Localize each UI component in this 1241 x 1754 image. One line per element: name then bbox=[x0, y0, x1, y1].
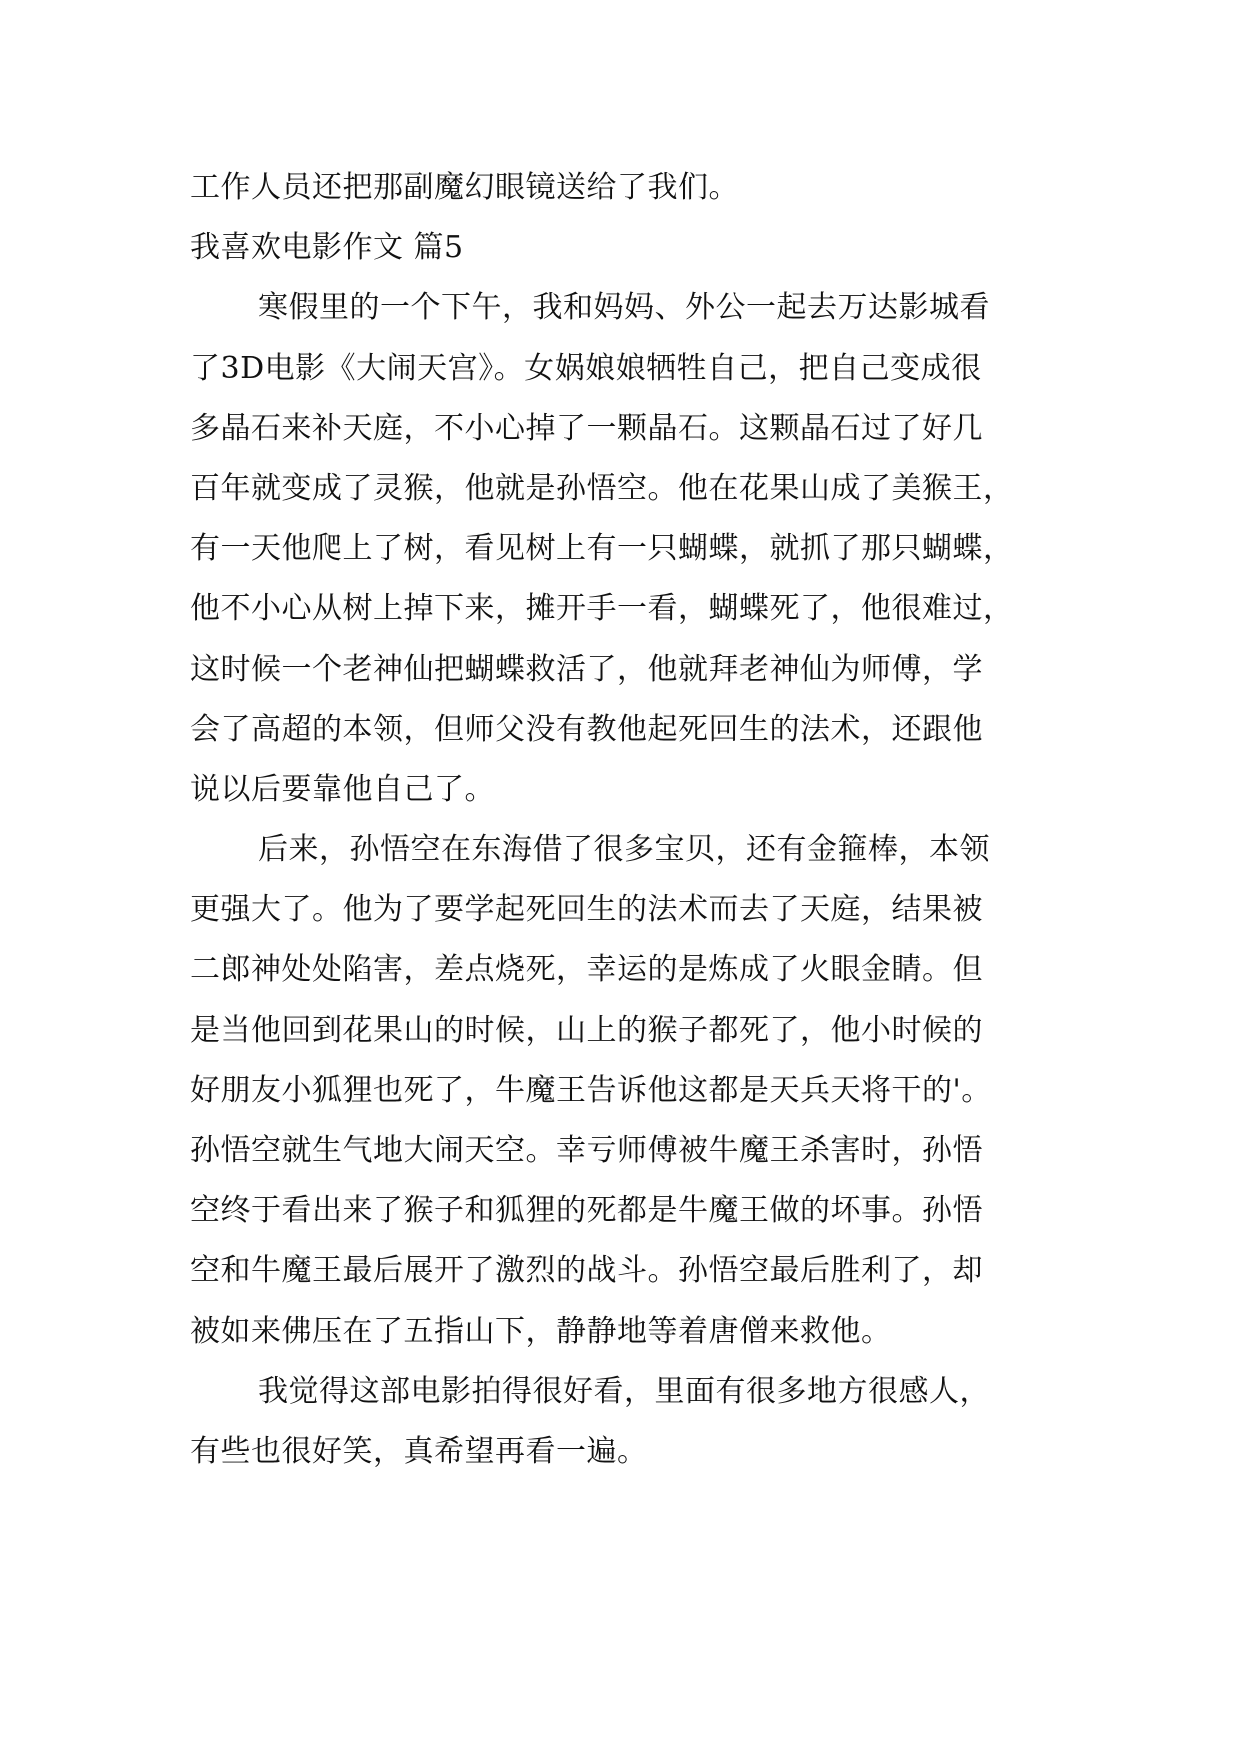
paragraph-line: 说以后要靠他自己了。 bbox=[190, 771, 495, 807]
paragraph-line: 这时候一个老神仙把蝴蝶救活了，他就拜老神仙为师傅，学 bbox=[190, 651, 983, 687]
paragraph-line: 是当他回到花果山的时候，山上的猴子都死了，他小时候的 bbox=[190, 1012, 983, 1048]
paragraph-line: 了3D电影《大闹天宫》。女娲娘娘牺牲自己，把自己变成很 bbox=[190, 350, 982, 386]
paragraph-line: 好朋友小狐狸也死了，牛魔王告诉他这都是天兵天将干的'。 bbox=[190, 1072, 992, 1108]
paragraph-line: 有些也很好笑，真希望再看一遍。 bbox=[190, 1433, 648, 1469]
paragraph-line: 寒假里的一个下午，我和妈妈、外公一起去万达影城看 bbox=[258, 290, 990, 326]
paragraph-line: 孙悟空就生气地大闹天空。幸亏师傅被牛魔王杀害时，孙悟 bbox=[190, 1133, 983, 1168]
paragraph-3 bbox=[190, 1362, 1058, 1482]
paragraph-line: 百年就变成了灵猴，他就是孙悟空。他在花果山成了美猴王， bbox=[190, 470, 1014, 506]
paragraph-line: 后来，孙悟空在东海借了很多宝贝，还有金箍棒，本领 bbox=[258, 832, 990, 868]
paragraph-line: 会了高超的本领，但师父没有教他起死回生的法术，还跟他 bbox=[190, 711, 983, 747]
paragraph-line: 多晶石来补天庭，不小心掉了一颗晶石。这颗晶石过了好几 bbox=[190, 410, 983, 446]
paragraph-line: 有一天他爬上了树，看见树上有一只蝴蝶，就抓了那只蝴蝶， bbox=[190, 531, 1014, 567]
continuation-line: 工作人员还把那副魔幻眼镜送给了我们。 bbox=[190, 170, 739, 205]
section-title: 我喜欢电影作文 篇5 bbox=[190, 230, 464, 266]
paragraph-line: 二郎神处处陷害，差点烧死，幸运的是炼成了火眼金睛。但 bbox=[190, 952, 983, 988]
paragraph-line: 被如来佛压在了五指山下，静静地等着唐僧来救他。 bbox=[190, 1313, 892, 1349]
paragraph-line: 更强大了。他为了要学起死回生的法术而去了天庭，结果被 bbox=[190, 892, 983, 928]
document-body bbox=[190, 158, 1058, 1482]
paragraph-1 bbox=[190, 278, 1058, 820]
paragraph-line: 他不小心从树上掉下来，摊开手一看，蝴蝶死了，他很难过， bbox=[190, 591, 1014, 627]
paragraph-line: 空终于看出来了猴子和狐狸的死都是牛魔王做的坏事。孙悟 bbox=[190, 1193, 983, 1229]
paragraph-2 bbox=[190, 820, 1058, 1362]
paragraph-line: 我觉得这部电影拍得很好看，里面有很多地方很感人， bbox=[258, 1373, 990, 1409]
paragraph-line: 空和牛魔王最后展开了激烈的战斗。孙悟空最后胜利了，却 bbox=[190, 1253, 983, 1289]
